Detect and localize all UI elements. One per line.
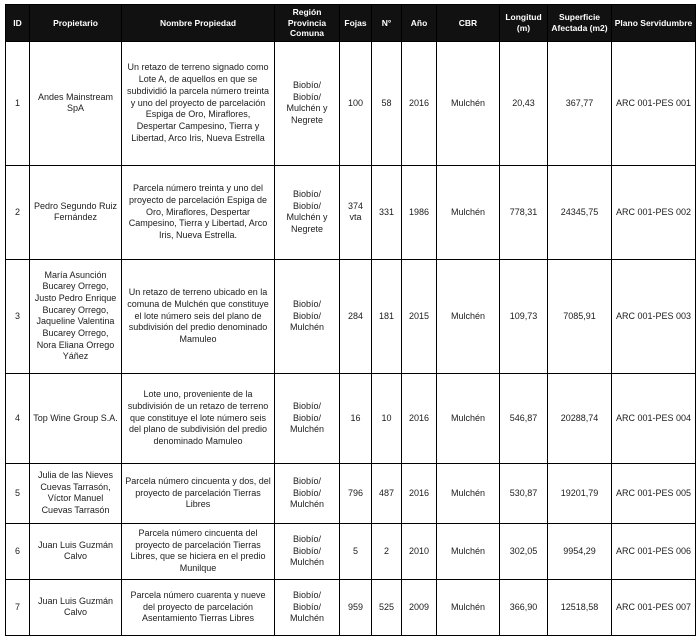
cell-superficie: 19201,79 [548, 463, 612, 523]
cell-nombre: Un retazo de terreno ubicado en la comuna de Mulchén que constituye el lote número seis del plano de subdivisión del predio denominado Mamuleo [122, 259, 275, 373]
cell-nombre: Parcela número treinta y uno del proyecto de parcelación Espiga de Oro, Miraflores, Despertar Campesino, Tierra y Libertad, Arco Iris, Nueva Estrella. [122, 165, 275, 259]
column-header-id: ID [6, 5, 30, 42]
cell-fojas: 16 [340, 373, 372, 463]
cell-ano: 2016 [402, 463, 437, 523]
cell-propietario: Juan Luis Guzmán Calvo [30, 523, 122, 579]
cell-region: Biobío/ Biobío/ Mulchén [275, 579, 340, 635]
column-header-propietario: Propietario [30, 5, 122, 42]
cell-ano: 2016 [402, 373, 437, 463]
column-header-nombre: Nombre Propiedad [122, 5, 275, 42]
cell-ano: 2010 [402, 523, 437, 579]
cell-fojas: 796 [340, 463, 372, 523]
table-row [6, 259, 696, 373]
column-header-cbr: CBR [437, 5, 500, 42]
cell-cbr: Mulchén [437, 463, 500, 523]
cell-propietario: Pedro Segundo Ruiz Fernández [30, 165, 122, 259]
cell-fojas: 374 vta [340, 165, 372, 259]
cell-ano: 2015 [402, 259, 437, 373]
table-body [6, 41, 696, 635]
table-row [6, 579, 696, 635]
cell-id: 3 [6, 259, 30, 373]
cell-id: 6 [6, 523, 30, 579]
cell-id: 5 [6, 463, 30, 523]
column-header-superficie: Superficie Afectada (m2) [548, 5, 612, 42]
cell-region: Biobío/ Biobío/ Mulchén y Negrete [275, 41, 340, 165]
cell-propietario: Juan Luis Guzmán Calvo [30, 579, 122, 635]
column-header-region: Región Provincia Comuna [275, 5, 340, 42]
cell-region: Biobío/ Biobío/ Mulchén [275, 463, 340, 523]
cell-region: Biobío/ Biobío/ Mulchén [275, 523, 340, 579]
cell-numero: 487 [372, 463, 402, 523]
cell-nombre: Parcela número cincuenta del proyecto de parcelación Tierras Libres, que se hiciera en el predio Munilque [122, 523, 275, 579]
cell-nombre: Un retazo de terreno signado como Lote A, de aquellos en que se subdividió la parcela número treinta y uno del proyecto de parcelación Espiga de Oro, Miraflores, Despertar Campesino, Tierra y Libertad, Arco Iris, Nueva Estrella [122, 41, 275, 165]
cell-fojas: 959 [340, 579, 372, 635]
cell-id: 7 [6, 579, 30, 635]
cell-longitud: 546,87 [500, 373, 548, 463]
cell-propietario: Julia de las Nieves Cuevas Tarrasón, Víctor Manuel Cuevas Tarrasón [30, 463, 122, 523]
header-row [6, 5, 696, 42]
cell-id: 4 [6, 373, 30, 463]
cell-plano: ARC 001-PES 002 [612, 165, 696, 259]
cell-nombre: Lote uno, proveniente de la subdivisión de un retazo de terreno que constituye el lote número seis del plano de subdivisión del predio denominado Mamuleo [122, 373, 275, 463]
cell-cbr: Mulchén [437, 523, 500, 579]
cell-propietario: Top Wine Group S.A. [30, 373, 122, 463]
cell-ano: 1986 [402, 165, 437, 259]
cell-plano: ARC 001-PES 006 [612, 523, 696, 579]
table-row [6, 463, 696, 523]
cell-cbr: Mulchén [437, 41, 500, 165]
cell-propietario: María Asunción Bucarey Orrego, Justo Pedro Enrique Bucarey Orrego, Jaqueline Valentina Bucarey Orrego, Nora Eliana Orrego Yáñez [30, 259, 122, 373]
cell-longitud: 302,05 [500, 523, 548, 579]
cell-region: Biobío/ Biobío/ Mulchén y Negrete [275, 165, 340, 259]
easements-table [5, 4, 696, 636]
cell-numero: 58 [372, 41, 402, 165]
cell-superficie: 20288,74 [548, 373, 612, 463]
cell-nombre: Parcela número cuarenta y nueve del proyecto de parcelación Asentamiento Tierras Libres [122, 579, 275, 635]
table-row [6, 165, 696, 259]
cell-numero: 181 [372, 259, 402, 373]
cell-cbr: Mulchén [437, 259, 500, 373]
cell-cbr: Mulchén [437, 373, 500, 463]
column-header-numero: N° [372, 5, 402, 42]
table-row [6, 373, 696, 463]
cell-numero: 331 [372, 165, 402, 259]
column-header-fojas: Fojas [340, 5, 372, 42]
cell-fojas: 5 [340, 523, 372, 579]
cell-longitud: 366,90 [500, 579, 548, 635]
column-header-longitud: Longitud (m) [500, 5, 548, 42]
cell-nombre: Parcela número cincuenta y dos, del proyecto de parcelación Tierras Libres [122, 463, 275, 523]
cell-longitud: 20,43 [500, 41, 548, 165]
cell-superficie: 7085,91 [548, 259, 612, 373]
cell-superficie: 12518,58 [548, 579, 612, 635]
table-row [6, 41, 696, 165]
cell-plano: ARC 001-PES 005 [612, 463, 696, 523]
cell-region: Biobío/ Biobío/ Mulchén [275, 373, 340, 463]
cell-superficie: 24345,75 [548, 165, 612, 259]
cell-numero: 10 [372, 373, 402, 463]
cell-ano: 2009 [402, 579, 437, 635]
cell-cbr: Mulchén [437, 579, 500, 635]
cell-plano: ARC 001-PES 007 [612, 579, 696, 635]
cell-superficie: 367,77 [548, 41, 612, 165]
cell-id: 2 [6, 165, 30, 259]
cell-longitud: 109,73 [500, 259, 548, 373]
cell-cbr: Mulchén [437, 165, 500, 259]
cell-superficie: 9954,29 [548, 523, 612, 579]
cell-id: 1 [6, 41, 30, 165]
column-header-plano: Plano Servidumbre [612, 5, 696, 42]
table-header [6, 5, 696, 42]
cell-fojas: 284 [340, 259, 372, 373]
cell-plano: ARC 001-PES 003 [612, 259, 696, 373]
cell-plano: ARC 001-PES 004 [612, 373, 696, 463]
table-row [6, 523, 696, 579]
cell-plano: ARC 001-PES 001 [612, 41, 696, 165]
cell-propietario: Andes Mainstream SpA [30, 41, 122, 165]
cell-ano: 2016 [402, 41, 437, 165]
cell-longitud: 530,87 [500, 463, 548, 523]
cell-numero: 525 [372, 579, 402, 635]
cell-numero: 2 [372, 523, 402, 579]
cell-longitud: 778,31 [500, 165, 548, 259]
cell-region: Biobío/ Biobío/ Mulchén [275, 259, 340, 373]
column-header-ano: Año [402, 5, 437, 42]
cell-fojas: 100 [340, 41, 372, 165]
